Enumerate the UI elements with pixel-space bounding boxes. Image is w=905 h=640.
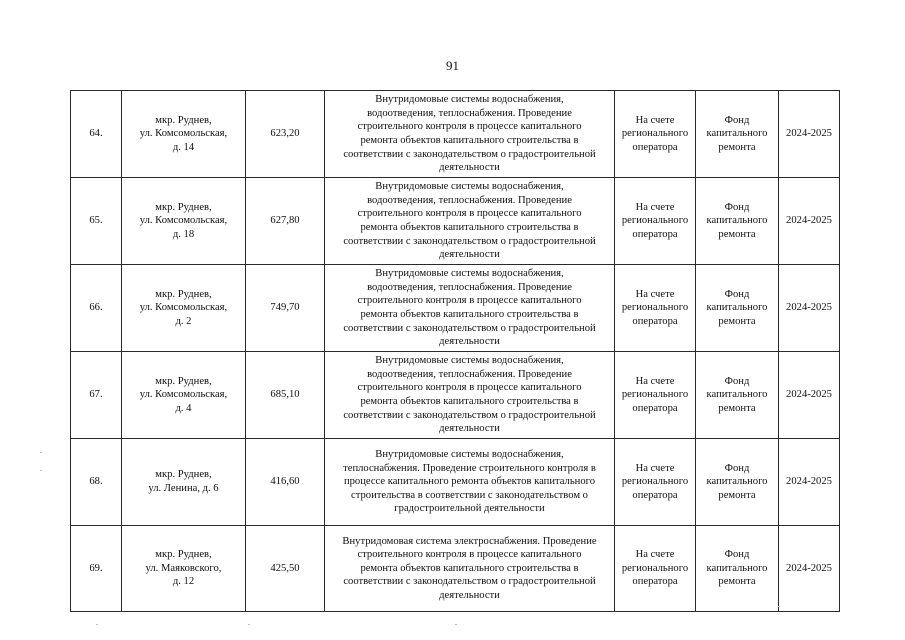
address-cell <box>122 265 246 352</box>
table-row <box>71 178 840 265</box>
period-cell: 2024-2025 <box>779 265 840 352</box>
work-description-cell <box>325 91 615 178</box>
account-cell-line: регионального <box>621 476 689 488</box>
table-row <box>71 265 840 352</box>
account-cell-line: На счете <box>635 114 675 126</box>
period-cell: 2024-2025 <box>779 91 840 178</box>
work-description-cell-line: деятельности <box>439 589 500 601</box>
page-number: 91 <box>446 58 459 73</box>
work-description-cell-line: строительного контроля в процессе капитального <box>357 549 582 561</box>
row-number-cell: 68. <box>71 439 122 526</box>
funding-source-cell <box>696 526 779 612</box>
area-cell: 627,80 <box>246 178 325 265</box>
work-description-cell <box>325 178 615 265</box>
work-description-cell-line: водоотведения, теплоснабжения. Проведение <box>367 368 572 380</box>
address-cell-line: ул. Комсомольская, <box>139 128 228 140</box>
address-cell-line: д. 18 <box>172 228 195 240</box>
area-cell: 416,60 <box>246 439 325 526</box>
funding-source-cell <box>696 91 779 178</box>
account-cell-line: регионального <box>621 562 689 574</box>
scan-artifact <box>40 470 42 471</box>
funding-source-cell-line: капитального <box>706 128 768 140</box>
funding-source-cell-line: ремонта <box>718 489 756 501</box>
work-description-cell-line: Внутридомовые системы водоснабжения, <box>375 181 564 193</box>
funding-source-cell-line: ремонта <box>718 141 756 153</box>
work-description-cell-line: ремонта объектов капитального строительства в <box>360 222 579 233</box>
area-cell: 623,20 <box>246 91 325 178</box>
work-description-cell-line: деятельности <box>439 249 500 261</box>
address-cell-line: ул. Ленина, д. 6 <box>148 483 219 494</box>
account-cell-line: регионального <box>621 128 689 140</box>
area-cell: 685,10 <box>246 352 325 439</box>
address-cell <box>122 91 246 178</box>
scan-artifact <box>248 624 250 625</box>
funding-source-cell <box>696 352 779 439</box>
repair-schedule-table <box>70 90 840 612</box>
funding-source-cell-line: ремонта <box>718 402 756 414</box>
work-description-cell-line: деятельности <box>439 423 500 435</box>
address-cell-line: мкр. Руднев, <box>155 375 212 387</box>
funding-source-cell <box>696 439 779 526</box>
address-cell-line: ул. Маяковского, <box>145 562 222 574</box>
funding-source-cell <box>696 265 779 352</box>
table-row <box>71 439 840 526</box>
address-cell-line: мкр. Руднев, <box>155 469 212 481</box>
work-description-cell-line: ремонта объектов капитального строительства в <box>360 309 579 320</box>
table-row <box>71 352 840 439</box>
address-cell <box>122 526 246 612</box>
funding-source-cell-line: Фонд <box>724 549 750 561</box>
scan-artifact <box>40 452 42 453</box>
funding-source-cell <box>696 178 779 265</box>
account-cell <box>615 178 696 265</box>
address-cell-line: д. 2 <box>175 315 192 327</box>
area-cell: 749,70 <box>246 265 325 352</box>
funding-source-cell-line: капитального <box>706 302 768 314</box>
funding-source-cell-line: капитального <box>706 389 768 401</box>
work-description-cell-line: соответствии с законодательством о градостроительной <box>343 576 596 588</box>
funding-source-cell-line: Фонд <box>724 375 750 387</box>
account-cell-line: оператора <box>632 228 678 240</box>
work-description-cell-line: ремонта объектов капитального строительства в <box>360 562 579 574</box>
account-cell-line: регионального <box>621 302 689 314</box>
account-cell <box>615 91 696 178</box>
table-row <box>71 91 840 178</box>
work-description-cell-line: Внутридомовые системы водоснабжения, <box>375 355 564 367</box>
funding-source-cell-line: капитального <box>706 215 768 227</box>
account-cell-line: оператора <box>632 402 678 414</box>
address-cell-line: д. 14 <box>172 141 195 153</box>
period-cell: 2024-2025 <box>779 352 840 439</box>
period-cell: 2024-2025 <box>779 526 840 612</box>
work-description-cell-line: водоотведения, теплоснабжения. Проведение <box>367 107 572 119</box>
work-description-cell-line: процессе капитального ремонта объектов капитального <box>343 476 596 488</box>
account-cell-line: На счете <box>635 375 675 387</box>
account-cell-line: оператора <box>632 576 678 588</box>
account-cell-line: На счете <box>635 201 675 213</box>
account-cell-line: оператора <box>632 315 678 327</box>
account-cell-line: оператора <box>632 489 678 501</box>
row-number-cell: 64. <box>71 91 122 178</box>
address-cell-line: мкр. Руднев, <box>155 201 212 213</box>
address-cell-line: д. 12 <box>172 576 195 588</box>
work-description-cell-line: водоотведения, теплоснабжения. Проведение <box>367 281 572 293</box>
work-description-cell-line: строительного контроля в процессе капитального <box>357 382 582 394</box>
account-cell-line: регионального <box>621 389 689 401</box>
account-cell-line: оператора <box>632 141 678 153</box>
table-body <box>71 91 840 612</box>
address-cell-line: мкр. Руднев, <box>155 288 212 300</box>
work-description-cell <box>325 352 615 439</box>
funding-source-cell-line: Фонд <box>724 201 750 213</box>
work-description-cell-line: Внутридомовая система электроснабжения. Проведение <box>342 535 597 547</box>
funding-source-cell-line: Фонд <box>724 114 750 126</box>
funding-source-cell-line: ремонта <box>718 576 756 588</box>
work-description-cell-line: деятельности <box>439 162 500 174</box>
work-description-cell-line: соответствии с законодательством о градостроительной <box>343 409 596 421</box>
work-description-cell-line: градостроительной деятельности <box>394 503 545 515</box>
funding-source-cell-line: Фонд <box>724 462 750 474</box>
work-description-cell-line: Внутридомовые системы водоснабжения, <box>375 94 564 106</box>
address-cell-line: мкр. Руднев, <box>155 549 212 561</box>
work-description-cell <box>325 526 615 612</box>
work-description-cell-line: ремонта объектов капитального строительства в <box>360 396 579 407</box>
account-cell <box>615 352 696 439</box>
scan-artifact <box>455 624 457 625</box>
period-cell: 2024-2025 <box>779 178 840 265</box>
work-description-cell-line: соответствии с законодательством о градостроительной <box>343 148 596 160</box>
funding-source-cell-line: Фонд <box>724 288 750 300</box>
work-description-cell-line: строительного контроля в процессе капитального <box>357 208 582 220</box>
work-description-cell-line: водоотведения, теплоснабжения. Проведение <box>367 194 572 206</box>
account-cell-line: На счете <box>635 288 675 300</box>
work-description-cell-line: строительного контроля в процессе капитального <box>357 121 582 133</box>
period-cell: 2024-2025 <box>779 439 840 526</box>
work-description-cell-line: теплоснабжения. Проведение строительного контроля в <box>343 462 596 474</box>
row-number-cell: 65. <box>71 178 122 265</box>
work-description-cell-line: строительного контроля в процессе капитального <box>357 295 582 307</box>
address-cell-line: ул. Комсомольская, <box>139 215 228 227</box>
work-description-cell-line: Внутридомовые системы водоснабжения, <box>375 268 564 280</box>
funding-source-cell-line: капитального <box>706 476 768 488</box>
work-description-cell-line: деятельности <box>439 336 500 348</box>
work-description-cell-line: соответствии с законодательством о градостроительной <box>343 235 596 247</box>
account-cell <box>615 439 696 526</box>
address-cell <box>122 439 246 526</box>
account-cell-line: На счете <box>635 462 675 474</box>
funding-source-cell-line: капитального <box>706 562 768 574</box>
work-description-cell-line: Внутридомовые системы водоснабжения, <box>375 449 564 461</box>
address-cell <box>122 352 246 439</box>
work-description-cell-line: соответствии с законодательством о градостроительной <box>343 322 596 334</box>
account-cell-line: регионального <box>621 215 689 227</box>
row-number-cell: 69. <box>71 526 122 612</box>
row-number-cell: 66. <box>71 265 122 352</box>
area-cell: 425,50 <box>246 526 325 612</box>
account-cell <box>615 265 696 352</box>
row-number-cell: 67. <box>71 352 122 439</box>
work-description-cell <box>325 265 615 352</box>
table-row <box>71 526 840 612</box>
address-cell <box>122 178 246 265</box>
work-description-cell-line: строительства в соответствии с законодательством о <box>351 489 588 501</box>
scan-artifact <box>778 606 780 607</box>
address-cell-line: ул. Комсомольская, <box>139 302 228 314</box>
account-cell-line: На счете <box>635 549 675 561</box>
scan-artifact <box>96 624 98 625</box>
work-description-cell-line: ремонта объектов капитального строительства в <box>360 135 579 146</box>
address-cell-line: д. 4 <box>175 402 192 414</box>
funding-source-cell-line: ремонта <box>718 228 756 240</box>
account-cell <box>615 526 696 612</box>
address-cell-line: ул. Комсомольская, <box>139 389 228 401</box>
work-description-cell <box>325 439 615 526</box>
address-cell-line: мкр. Руднев, <box>155 114 212 126</box>
funding-source-cell-line: ремонта <box>718 315 756 327</box>
